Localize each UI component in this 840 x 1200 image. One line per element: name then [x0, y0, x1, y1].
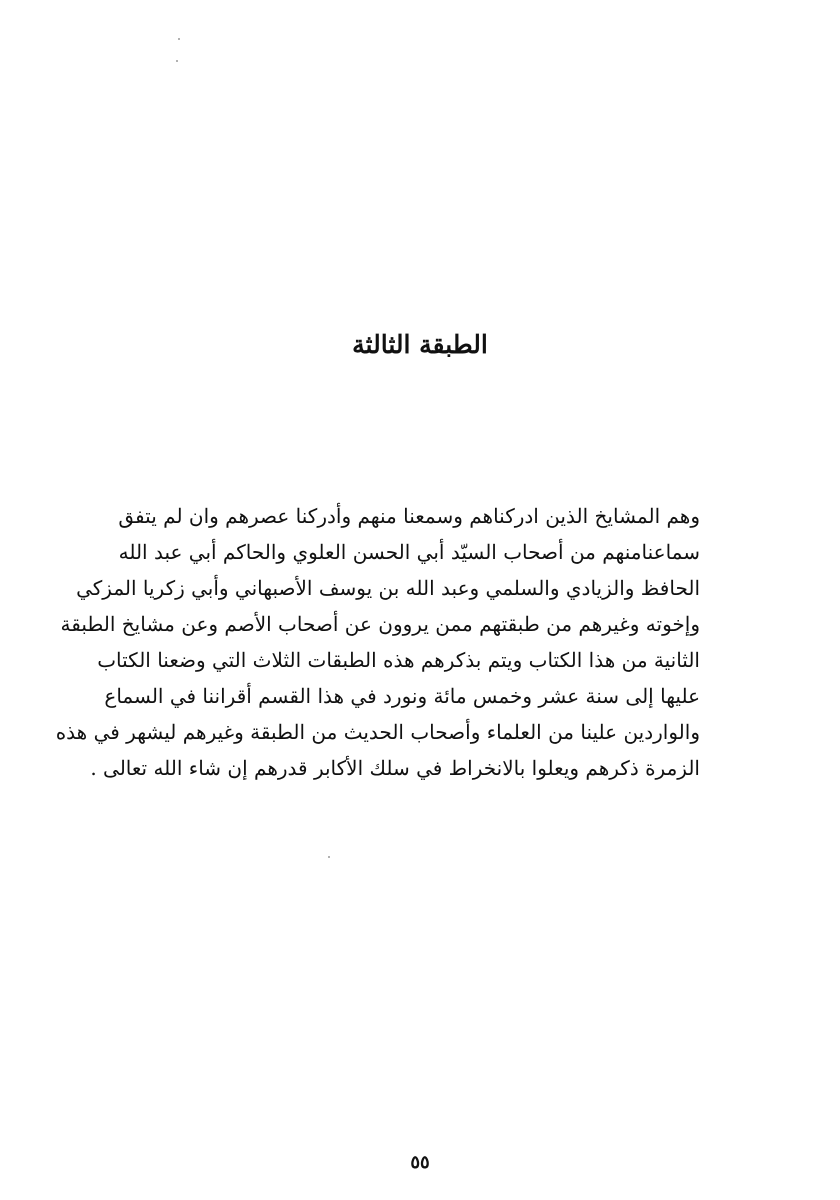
text-line: وإخوته وغيرهم من طبقتهم ممن يروون عن أصحاب الأصم وعن مشايخ الطبقة — [60, 612, 700, 636]
text-line: وهم المشايخ الذين ادركناهم وسمعنا منهم وأدركنا عصرهم وان لم يتفق — [118, 504, 700, 528]
text-line: سماعنامنهم من أصحاب السيّد أبي الحسن العلوي والحاكم أبي عبد الله — [118, 540, 700, 564]
scan-speck — [178, 38, 180, 40]
scan-speck — [328, 856, 330, 858]
text-line: الثانية من هذا الكتاب ويتم بذكرهم هذه الطبقات الثلاث التي وضعنا الكتاب — [97, 648, 700, 672]
body-paragraph — [55, 498, 700, 786]
page-number: ٥٥ — [410, 1152, 430, 1173]
text-line: عليها إلى سنة عشر وخمس مائة ونورد في هذا القسم أقراننا في السماع — [104, 684, 700, 708]
scan-speck — [176, 60, 178, 62]
text-line: والواردين علينا من العلماء وأصحاب الحديث من الطبقة وغيرهم ليشهر في هذه — [55, 720, 700, 744]
text-line: الزمرة ذكرهم ويعلوا بالانخراط في سلك الأكابر قدرهم إن شاء الله تعالى . — [90, 756, 700, 780]
text-line: الحافظ والزيادي والسلمي وعبد الله بن يوسف الأصبهاني وأبي زكريا المزكي — [76, 576, 700, 600]
section-heading: الطبقة الثالثة — [352, 330, 488, 359]
